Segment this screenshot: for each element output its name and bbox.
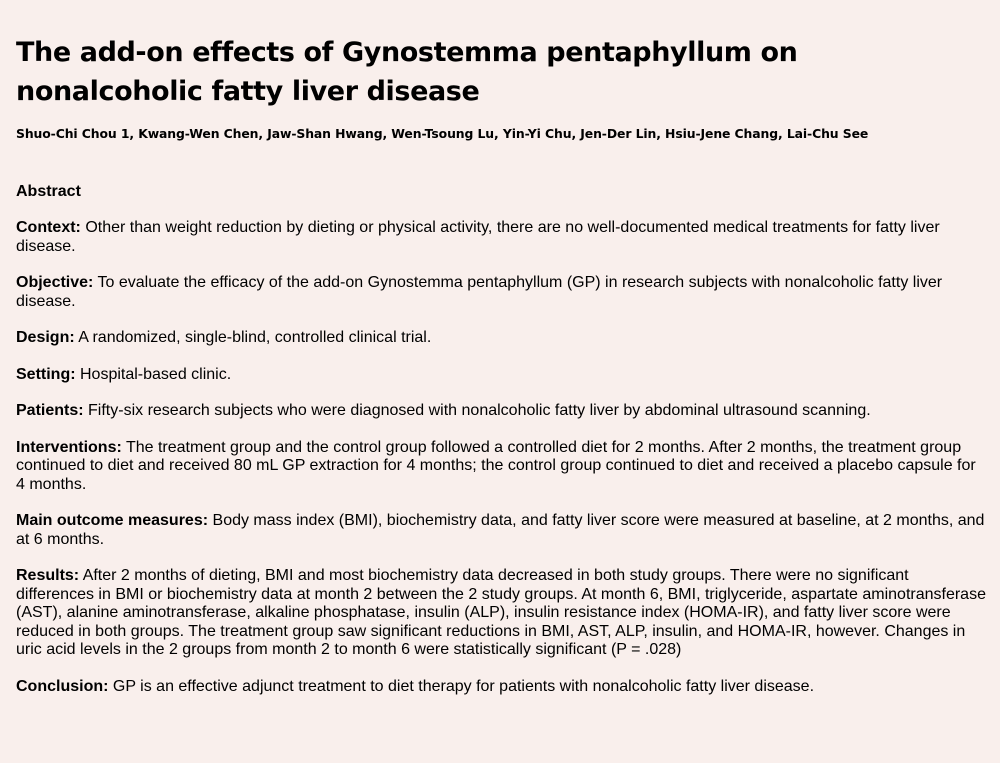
section-text: The treatment group and the control group followed a controlled diet for 2 months. After 2 months, the treatment group continued to diet and received 80 mL GP extraction for 4 months; the control group continued to diet and received a placebo capsule for 4 months. <box>16 438 976 493</box>
section-text: Hospital-based clinic. <box>80 365 232 383</box>
author-list: Shuo-Chi Chou 1, Kwang-Wen Chen, Jaw-Shan Hwang, Wen-Tsoung Lu, Yin-Yi Chu, Jen-Der Lin, Hsiu-Jene Chang, Lai-Chu See <box>16 126 869 141</box>
section-text: Body mass index (BMI), biochemistry data, and fatty liver score were measured at baseline, at 2 months, and at 6 months. <box>16 512 985 548</box>
section-text: Fifty-six research subjects who were diagnosed with nonalcoholic fatty liver by abdominal ultrasound scanning. <box>88 402 871 419</box>
abstract-section-design <box>16 329 988 348</box>
section-text: GP is an effective adjunct treatment to diet therapy for patients with nonalcoholic fatty liver disease. <box>112 677 815 695</box>
section-text: To evaluate the efficacy of the add-on Gynostemma pentaphyllum (GP) in research subjects with nonalcoholic fatty liver disease. <box>16 274 943 310</box>
section-label: Objective: <box>16 274 94 291</box>
section-text: A randomized, single-blind, controlled clinical trial. <box>78 329 432 346</box>
section-label: Main outcome measures: <box>16 512 209 529</box>
section-label: Design: <box>16 329 75 346</box>
section-label: Context: <box>16 219 81 236</box>
section-label: Results: <box>16 567 80 584</box>
section-label: Conclusion: <box>16 677 109 695</box>
abstract-section-objective <box>16 274 988 311</box>
section-label: Interventions: <box>16 438 122 456</box>
abstract-section-results <box>16 567 988 660</box>
section-text: Other than weight reduction by dieting or physical activity, there are no well-documented medical treatments for fatty liver disease. <box>16 219 940 255</box>
abstract-section-main-outcome-measures <box>16 512 988 549</box>
abstract-section-setting <box>16 366 988 385</box>
paper-page <box>16 33 988 696</box>
abstract-section-conclusion <box>16 678 988 697</box>
abstract-heading: Abstract <box>16 183 81 200</box>
paper-title: The add-on effects of Gynostemma pentaphyllum on nonalcoholic fatty liver disease <box>16 37 798 107</box>
abstract-section-interventions <box>16 439 988 495</box>
section-label: Patients: <box>16 402 84 419</box>
section-text: After 2 months of dieting, BMI and most biochemistry data decreased in both study groups. There were no significant differences in BMI or biochemistry data at month 2 between the 2 study groups. At month 6, BMI, triglyceride, aspartate aminotransferase (AST), alanine aminotransferase, alkaline phosphatase, insulin (ALP), insulin resistance index (HOMA-IR), and fatty liver score were reduced in both groups. The treatment group saw significant reductions in BMI, AST, ALP, insulin, and HOMA-IR, however. Changes in uric acid levels in the 2 groups from month 2 to month 6 were statistically significant (P = .028) <box>16 567 986 658</box>
section-label: Setting: <box>16 365 76 383</box>
abstract-section-patients <box>16 402 988 421</box>
abstract-section-context <box>16 219 988 256</box>
